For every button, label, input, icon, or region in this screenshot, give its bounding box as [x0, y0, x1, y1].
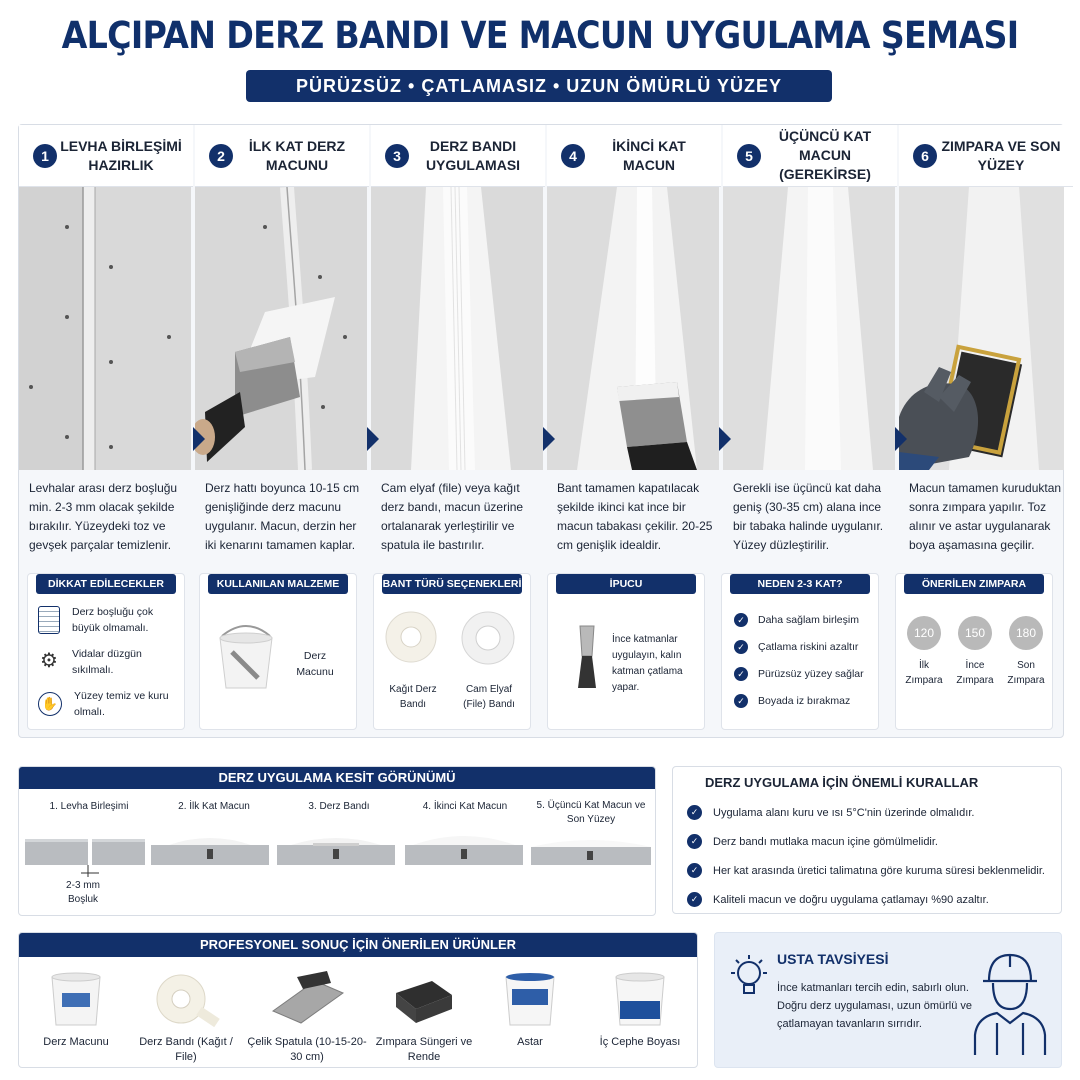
step-title: LEVHA BİRLEŞİMİ HAZIRLIK [60, 137, 182, 173]
check-icon: ✓ [734, 613, 748, 627]
card-bant [373, 573, 531, 730]
step-photo [723, 187, 895, 470]
kurallar-section [672, 766, 1062, 914]
spatula-set-icon [267, 971, 347, 1027]
product-label: Çelik Spatula (10-15-20-30 cm) [247, 1036, 367, 1063]
check-icon: ✓ [687, 892, 702, 907]
neden-text: Boyada iz bırakmaz [758, 695, 851, 707]
step-header [899, 125, 1073, 187]
bant-option-paper: Kağıt Derz Bandı [389, 684, 437, 710]
grit-option [900, 616, 948, 688]
tape-roll-icon [151, 971, 221, 1027]
neden-text: Daha sağlam birleşim [758, 614, 859, 626]
rule-item [687, 892, 1057, 907]
card-malzeme [199, 573, 357, 730]
rule-item [687, 863, 1057, 878]
spatula-icon [566, 622, 606, 692]
step-title: ÜÇÜNCÜ KAT MACUN (GEREKİRSE) [778, 128, 872, 182]
kesit-label: 3. Derz Bandı [308, 801, 370, 812]
step-description: Macun tamamen kuruduktan sonra zımpara yapılır. Toz alınır ve astar uygulanarak boya aşamasına geçilir. [909, 481, 1062, 552]
neden-item [734, 693, 874, 709]
rule-text: Her kat arasında üretici talimatına göre kuruma süresi beklenmelidir. [713, 864, 1045, 877]
product-label: Astar [517, 1036, 543, 1048]
step-title: İKİNCİ KAT MACUN [612, 137, 686, 173]
rule-text: Derz bandı mutlaka macun içine gömülmelidir. [713, 835, 938, 848]
paint-bucket-icon [612, 971, 668, 1027]
kesit-label: 1. Levha Birleşimi [49, 801, 129, 812]
usta-text: İnce katmanları tercih edin, sabırlı olun. Doğru derz uygulaması, uzun ömürlü ve çatlamayan tavanların sırrıdır. [777, 982, 973, 1030]
rule-item [687, 834, 1057, 849]
product-label: Derz Macunu [43, 1036, 109, 1048]
section-title: DERZ UYGULAMA İÇİN ÖNEMLİ KURALLAR [705, 775, 979, 790]
screw-icon: ⚙ [40, 650, 58, 672]
grit-number: 180 [1009, 616, 1043, 650]
kesit-diagram [19, 829, 657, 879]
product-item [475, 971, 585, 1050]
kesit-label: 4. İkinci Kat Macun [422, 801, 508, 812]
dikkat-item: Vidalar düzgün sıkılmalı. [72, 648, 142, 676]
card-title: BANT TÜRÜ SEÇENEKLERİ [382, 574, 522, 594]
steps-panel [18, 124, 1064, 738]
neden-item [734, 666, 874, 682]
bucket-icon [214, 622, 278, 692]
card-dikkat [27, 573, 185, 730]
clean-surface-icon: ✋ [38, 692, 62, 716]
grit-label: İlk Zımpara [905, 660, 943, 686]
fiberglass-tape-icon [460, 610, 516, 666]
malzeme-label: Derz Macunu [296, 650, 334, 678]
chevron-right-icon [193, 427, 205, 451]
step-title: ZIMPARA VE SON YÜZEY [941, 137, 1061, 173]
step-photo [547, 187, 719, 470]
kesit-label: 2. İlk Kat Macun [178, 801, 250, 812]
product-label: Derz Bandı (Kağıt / File) [139, 1036, 233, 1063]
step-number: 1 [33, 144, 57, 168]
page-title: ALÇIPAN DERZ BANDI VE MACUN UYGULAMA ŞEMASI [61, 14, 1019, 57]
card-title: KULLANILAN MALZEME [208, 574, 348, 594]
step-number: 2 [209, 144, 233, 168]
step-description: Levhalar arası derz boşluğu min. 2-3 mm olacak şekilde bırakılır. Yüzeydeki toz ve gevşek parçalar temizlenir. [29, 481, 178, 552]
bant-option-fiberglass: Cam Elyaf (File) Bandı [463, 684, 515, 710]
ipucu-text: İnce katmanlar uygulayın, kalın katman çatlama yapar. [612, 634, 683, 693]
check-icon: ✓ [687, 834, 702, 849]
dikkat-item: Yüzey temiz ve kuru olmalı. [74, 690, 169, 718]
step-description: Derz hattı boyunca 10-15 cm genişliğinde derz macunu uygulanır. Macun, derzin her iki kenarını tamamen kaplar. [205, 481, 360, 552]
step-photo [371, 187, 543, 470]
step-title: İLK KAT DERZ MACUNU [248, 137, 346, 173]
chevron-right-icon [543, 427, 555, 451]
grit-option [1002, 616, 1050, 688]
bucket-icon [46, 971, 106, 1027]
grit-option [951, 616, 999, 688]
urunler-section [18, 932, 698, 1068]
step-number: 6 [913, 144, 937, 168]
step-description: Bant tamamen kapatılacak şekilde ikinci kat ince bir macun tabakası çekilir. 20-25 cm genişlik idealdir. [557, 481, 713, 552]
check-icon: ✓ [734, 694, 748, 708]
step-photo [899, 187, 1064, 470]
check-icon: ✓ [734, 667, 748, 681]
gap-label: 2-3 mm Boşluk [66, 880, 100, 905]
rule-item [687, 805, 1057, 820]
worker-icon [967, 947, 1053, 1057]
page-subtitle: PÜRÜZSÜZ • ÇATLAMASIZ • UZUN ÖMÜRLÜ YÜZEY [246, 70, 832, 102]
step-photo [19, 187, 191, 470]
section-title: DERZ UYGULAMA KESİT GÖRÜNÜMÜ [19, 767, 655, 789]
kesit-section [18, 766, 656, 916]
sanding-sponge-icon [392, 971, 456, 1027]
neden-item [734, 639, 874, 655]
usta-title: USTA TAVSİYESİ [777, 951, 889, 967]
step-number: 4 [561, 144, 585, 168]
usta-section [714, 932, 1062, 1068]
check-icon: ✓ [687, 863, 702, 878]
step-header [547, 125, 721, 187]
card-zimpara [895, 573, 1053, 730]
rule-text: Uygulama alanı kuru ve ısı 5°C'nin üzerinde olmalıdır. [713, 806, 975, 819]
step-number: 5 [737, 144, 761, 168]
dikkat-item: Derz boşluğu çok büyük olmamalı. [72, 606, 154, 634]
chevron-right-icon [719, 427, 731, 451]
grit-number: 120 [907, 616, 941, 650]
product-label: İç Cephe Boyası [599, 1036, 681, 1048]
chevron-right-icon [367, 427, 379, 451]
check-icon: ✓ [734, 640, 748, 654]
card-title: ÖNERİLEN ZIMPARA [904, 574, 1044, 594]
rule-text: Kaliteli macun ve doğru uygulama çatlamayı %90 azaltır. [713, 893, 989, 906]
step-header [371, 125, 545, 187]
section-title: PROFESYONEL SONUÇ İÇİN ÖNERİLEN ÜRÜNLER [19, 933, 697, 957]
ruler-icon [38, 606, 60, 634]
step-header [723, 125, 897, 187]
product-item [369, 971, 479, 1065]
neden-item [734, 612, 874, 628]
step-description: Cam elyaf (file) veya kağıt derz bandı, macun üzerine ortalanarak yerleştirilir ve spatula ile bastırılır. [381, 481, 524, 552]
product-item [131, 971, 241, 1065]
step-title: DERZ BANDI UYGULAMASI [425, 137, 521, 173]
product-item [21, 971, 131, 1050]
product-item [585, 971, 695, 1050]
neden-text: Pürüzsüz yüzey sağlar [758, 668, 864, 680]
kesit-label: 5. Üçüncü Kat Macun ve Son Yüzey [536, 800, 646, 825]
card-title: İPUCU [556, 574, 696, 594]
step-header [195, 125, 369, 187]
card-ipucu [547, 573, 705, 730]
step-header [19, 125, 193, 187]
card-title: NEDEN 2-3 KAT? [730, 574, 870, 594]
step-description: Gerekli ise üçüncü kat daha geniş (30-35 cm) alana ince bir tabaka halinde uygulanır. Yüzey düzleştirilir. [733, 481, 884, 552]
grit-label: İnce Zımpara [956, 660, 994, 686]
lightbulb-icon [729, 955, 769, 1003]
neden-text: Çatlama riskini azaltır [758, 641, 859, 653]
grit-number: 150 [958, 616, 992, 650]
product-label: Zımpara Süngeri ve Rende [375, 1036, 473, 1063]
check-icon: ✓ [687, 805, 702, 820]
card-title: DİKKAT EDİLECEKLER [36, 574, 176, 594]
grit-label: Son Zımpara [1007, 660, 1045, 686]
chevron-right-icon [895, 427, 907, 451]
paper-tape-icon [384, 610, 438, 664]
step-number: 3 [385, 144, 409, 168]
step-photo [195, 187, 367, 470]
card-neden [721, 573, 879, 730]
product-item [247, 971, 367, 1065]
primer-bucket-icon [502, 971, 558, 1027]
